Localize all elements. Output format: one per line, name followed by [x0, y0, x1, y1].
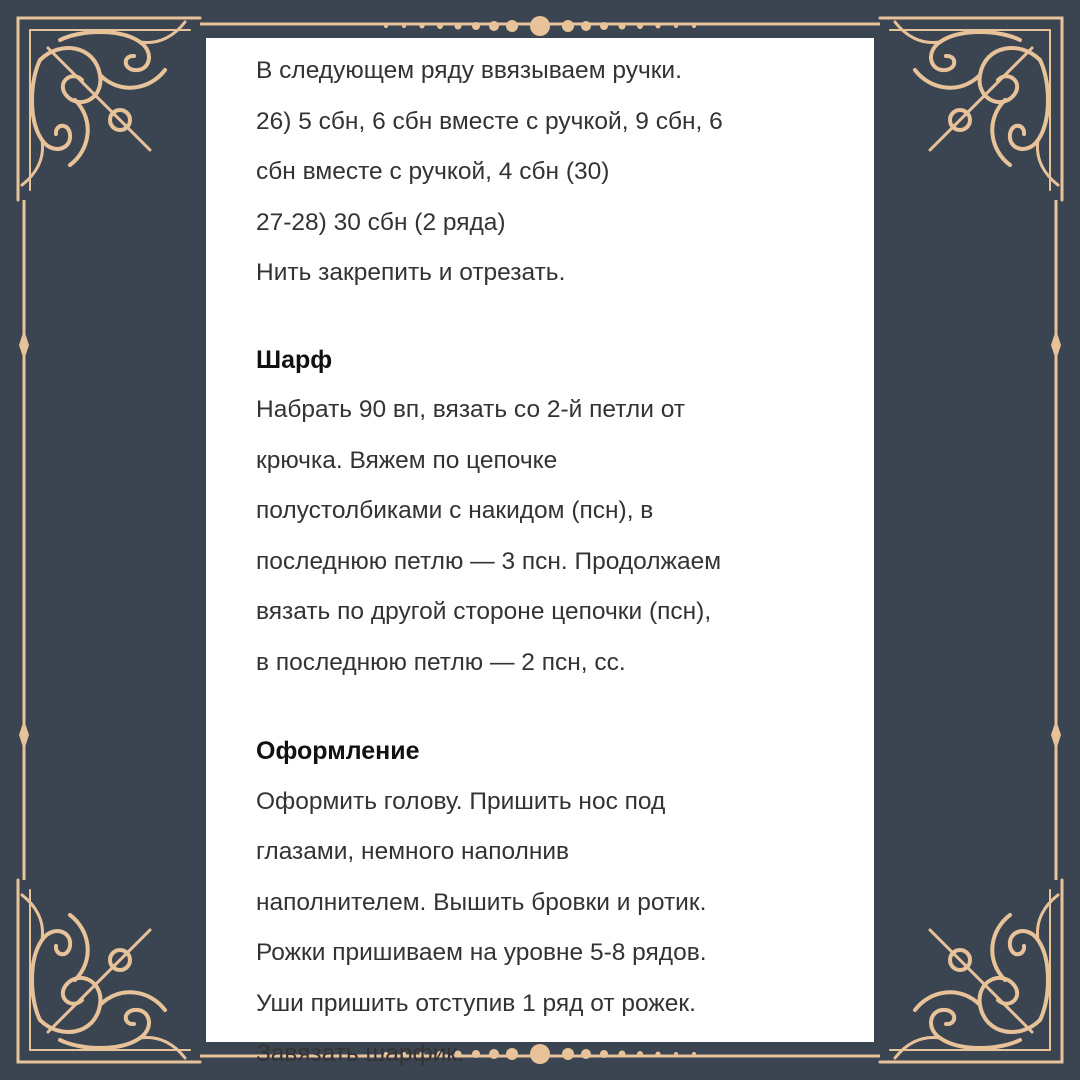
section-spacer	[256, 688, 844, 726]
text-line: 26) 5 сбн, 6 сбн вместе с ручкой, 9 сбн, 6	[256, 107, 723, 135]
text-line: В следующем ряду ввязываем ручки.	[256, 57, 682, 84]
text-line: полустолбиками с накидом (псн), в	[256, 497, 654, 524]
instructions-card	[206, 38, 874, 1067]
text-line: Нить закрепить и отрезать.	[256, 259, 566, 286]
text-line: последнюю петлю — 3 псн. Продолжаем	[256, 547, 722, 575]
text-line: крючка. Вяжем по цепочке	[256, 446, 558, 474]
text-line: наполнителем. Вышить бровки и ротик.	[256, 888, 707, 916]
section-spacer	[256, 299, 844, 335]
text-line: Завязать шарфик.	[256, 1040, 464, 1067]
text-line: 27-28) 30 сбн (2 ряда)	[256, 208, 506, 236]
decor-heading: Оформление	[256, 737, 420, 765]
text-line: сбн вместе с ручкой, 4 сбн (30)	[256, 158, 610, 185]
scarf-heading: Шарф	[256, 345, 333, 374]
text-line: Уши пришить отступив 1 ряд от рожек.	[256, 989, 696, 1017]
text-line: Рожки пришиваем на уровне 5-8 рядов.	[256, 939, 707, 966]
text-line: глазами, немного наполнив	[256, 838, 570, 865]
text-line: Оформить голову. Пришить нос под	[256, 787, 666, 815]
text-line: Набрать 90 вп, вязать со 2-й петли от	[256, 396, 686, 423]
text-line: в последнюю петлю — 2 псн, сс.	[256, 648, 626, 676]
text-line: вязать по другой стороне цепочки (псн),	[256, 598, 712, 625]
